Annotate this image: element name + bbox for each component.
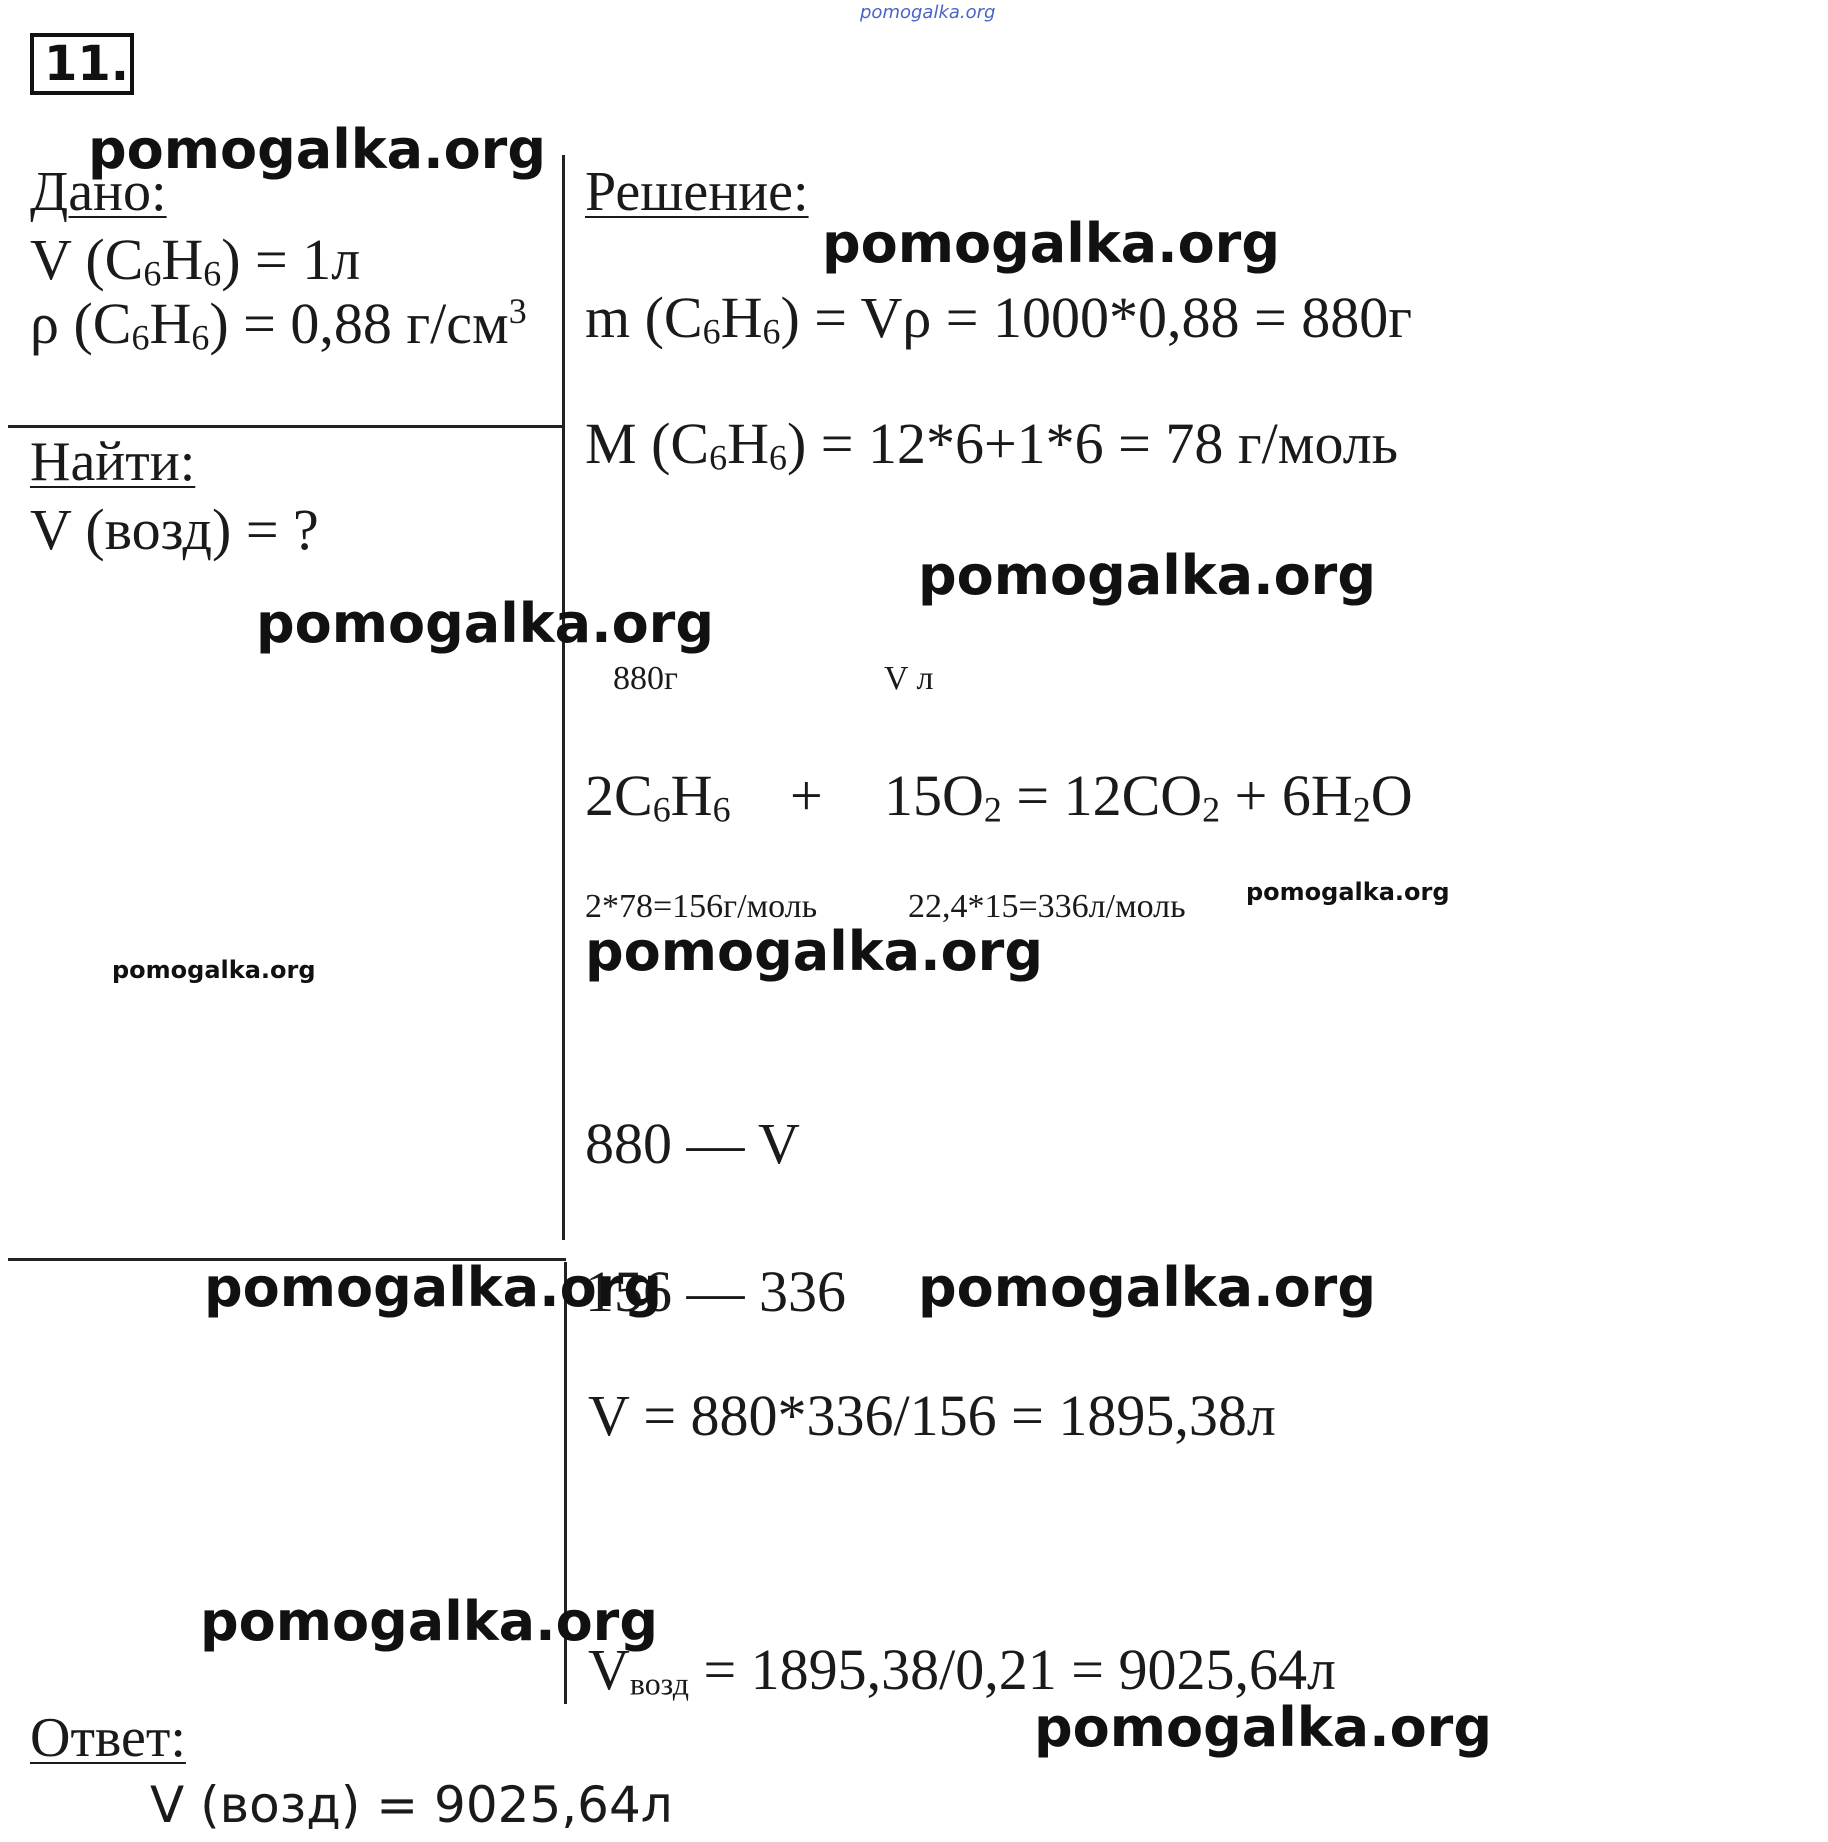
top-watermark: pomogalka.org bbox=[860, 2, 996, 23]
solution-air-volume: $V_{возд} = 1895,38/0,21 = 9025,64л$ bbox=[588, 1637, 1336, 1702]
watermark: pomogalka.org bbox=[918, 1256, 1376, 1319]
answer-value: V (возд) = 9025,64л bbox=[150, 1776, 673, 1834]
watermark: pomogalka.org bbox=[200, 1590, 658, 1653]
solution-volume-calc: V = 880*336/156 = 1895,38л bbox=[588, 1383, 1276, 1448]
proportion-line-2: 156 — 336 bbox=[585, 1259, 846, 1324]
divider-vertical-upper bbox=[562, 155, 565, 1240]
given-heading: Дано: bbox=[30, 161, 167, 223]
watermark: pomogalka.org bbox=[822, 212, 1280, 275]
proportion-line-1: 880 — V bbox=[585, 1111, 800, 1176]
watermark: pomogalka.org bbox=[1034, 1696, 1492, 1759]
watermark: pomogalka.org bbox=[256, 592, 714, 655]
task-number bbox=[44, 36, 129, 92]
divider-given-find bbox=[8, 425, 564, 428]
given-volume: V $(C_6H_6) = 1л$ bbox=[30, 227, 361, 294]
solution-mass: m $(C_6H_6) = V\rho = 1000*0,88 = 880г$ bbox=[585, 285, 1412, 352]
answer-heading: Ответ: bbox=[30, 1707, 186, 1769]
watermark: pomogalka.org bbox=[204, 1256, 662, 1319]
task-number-dot: . bbox=[110, 36, 130, 92]
watermark: pomogalka.org bbox=[88, 118, 546, 181]
reaction-above-oxygen: V л bbox=[884, 660, 934, 697]
reaction-above-benzene: 880г bbox=[613, 660, 678, 697]
watermark: pomogalka.org bbox=[585, 920, 1043, 983]
reaction-below-oxygen: 22,4*15=336л/моль bbox=[908, 888, 1186, 925]
solution-heading: Решение: bbox=[585, 161, 809, 223]
reaction-below-benzene: 2*78=156г/моль bbox=[585, 888, 818, 925]
solution-molar-mass: M $(C_6H_6) = 12*6+1*6 = 78$ г/моль bbox=[585, 411, 1399, 478]
reaction-benzene: $2C_6H_6$ bbox=[585, 763, 731, 830]
watermark: pomogalka.org bbox=[112, 956, 316, 984]
reaction-plus: + bbox=[790, 763, 823, 828]
task-number-value: 11 bbox=[44, 36, 111, 92]
find-heading: Найти: bbox=[30, 431, 196, 493]
reaction-equation bbox=[585, 762, 731, 830]
find-target: V (возд) = ? bbox=[30, 497, 319, 562]
given-density: ρ $(C_6H_6) = 0,88$ $г/см^3$ bbox=[30, 291, 527, 358]
watermark: pomogalka.org bbox=[1246, 878, 1450, 906]
watermark: pomogalka.org bbox=[918, 544, 1376, 607]
reaction-oxygen-products: $15O_2 = 12CO_2 + 6H_2O$ bbox=[884, 763, 1413, 830]
